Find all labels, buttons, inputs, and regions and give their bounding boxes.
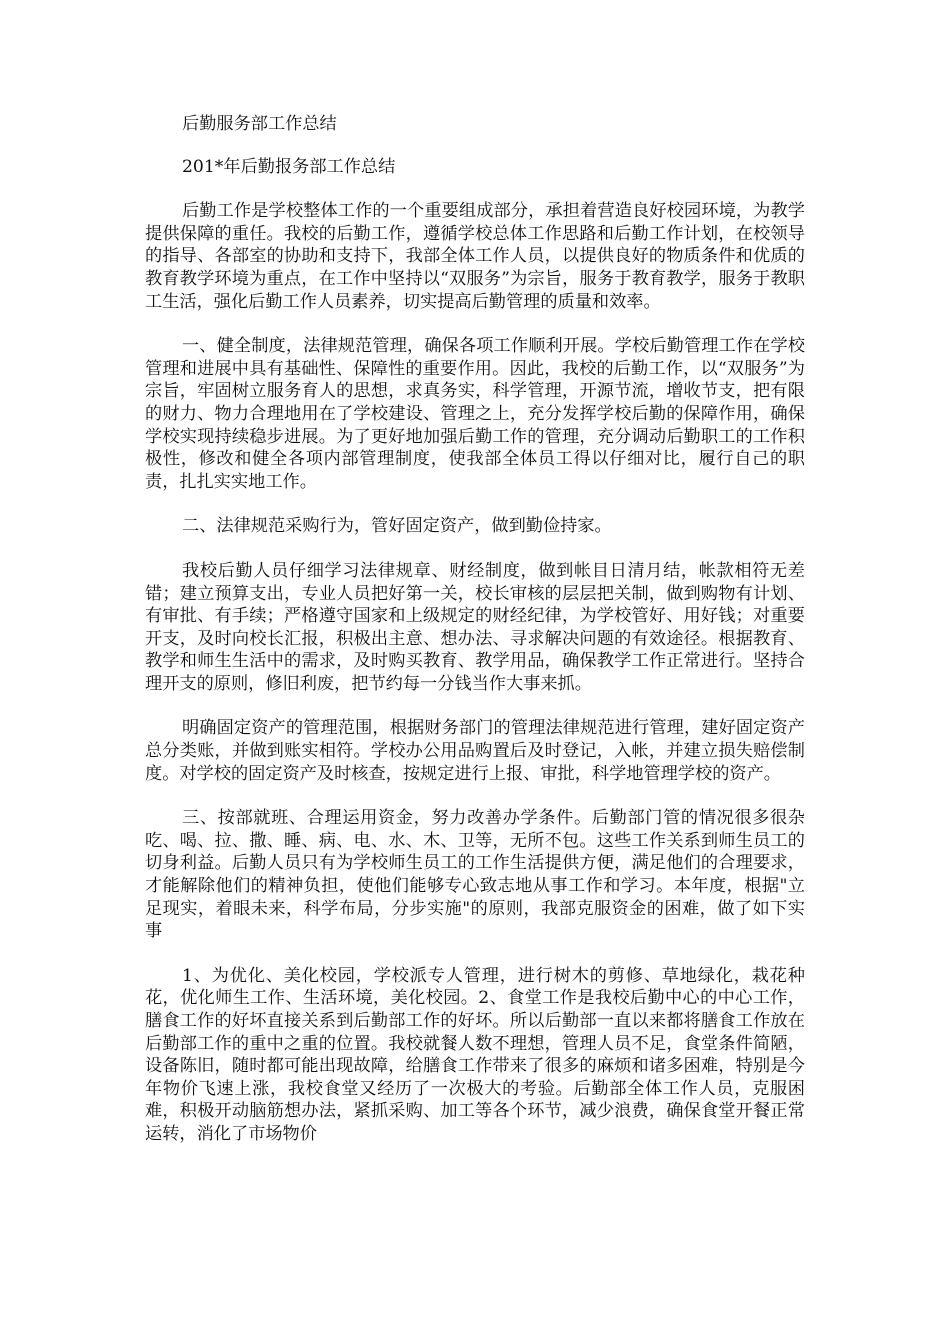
paragraph-section-2-heading: 二、法律规范采购行为，管好固定资产，做到勤俭持家。: [182, 516, 612, 537]
document-subtitle: 201*年后勤报务部工作总结: [182, 156, 396, 177]
paragraph-section-3-items: 1、为优化、美化校园，学校派专人管理，进行树木的剪修、草地绿化，栽花种花，优化师生工作、生活环境，美化校园。2、食堂工作是我校后勤中心的中心工作，膳食工作的好坏直接关系到后勤部工作的好坏。所以后勤部一直以来都将膳食工作放在后勤部工作的重中之重的位置。我校就餐人数不理想，管理人员不足，食堂条件简陋，设备陈旧，随时都可能出现故障，给膳食工作带来了很多的麻烦和诸多困难，特别是今年物价飞速上涨，我校食堂又经历了一次极大的考验。后勤部全体工作人员，克服困难，积极开动脑筋想办法，紧抓采购、加工等各个环节，减少浪费，确保食堂开餐正常运转，消化了市场物价: [145, 965, 805, 1144]
paragraph-section-1: 一、健全制度，法律规范管理，确保各项工作顺利开展。学校后勤管理工作在学校管理和进展中具有基础性、保障性的重要作用。因此，我校的后勤工作，以“双服务”为宗旨，牢固树立服务育人的思想，求真务实，科学管理，开源节流，增收节支，把有限的财力、物力合理地用在了学校建设、管理之上，充分发挥学校后勤的保障作用，确保学校实现持续稳步进展。为了更好地加强后勤工作的管理，充分调动后勤职工的工作积极性，修改和健全各项内部管理制度，使我部全体员工得以仔细对比，履行自己的职责，扎扎实实地工作。: [145, 336, 805, 492]
paragraph-section-3: 三、按部就班、合理运用资金，努力改善办学条件。后勤部门管的情况很多很杂吃、喝、拉、撒、睡、病、电、水、木、卫等，无所不包。这些工作关系到师生员工的切身利益。后勤人员只有为学校师生员工的工作生活提供方便，满足他们的合理要求，才能解除他们的精神负担，使他们能够专心致志地从事工作和学习。本年度，根据"立足现实，着眼未来，科学布局，分步实施"的原则，我部克服资金的困难，做了如下实事: [145, 808, 805, 942]
document-title: 后勤服务部工作总结: [182, 114, 337, 134]
paragraph-section-2-body: 我校后勤人员仔细学习法律规章、财经制度，做到帐目日清月结，帐款相符无差错；建立预算支出，专业人员把好第一关，校长审核的层层把关制，做到购物有计划、有审批、有手续；严格遵守国家和上级规定的财经纪律，为学校管好、用好钱；对重要开支，及时向校长汇报，积极出主意、想办法、寻求解决问题的有效途径。根据教育、教学和师生生活中的需求，及时购买教育、教学用品，确保教学工作正常进行。坚持合理开支的原则，修旧利废，把节约每一分钱当作大事来抓。: [145, 560, 805, 694]
document-page: [145, 113, 805, 1168]
paragraph-intro: 后勤工作是学校整体工作的一个重要组成部分，承担着营造良好校园环境，为教学提供保障的重任。我校的后勤工作，遵循学校总体工作思路和后勤工作计划，在校领导的指导、各部室的协助和支持下，我部全体工作人员，以提供良好的物质条件和优质的教育教学环境为重点，在工作中坚持以“双服务”为宗旨，服务于教育教学，服务于教职工生活，强化后勤工作人员素养，切实提高后勤管理的质量和效率。: [145, 201, 805, 312]
paragraph-fixed-assets: 明确固定资产的管理范围，根据财务部门的管理法律规范进行管理，建好固定资产总分类账，并做到账实相符。学校办公用品购置后及时登记，入帐，并建立损失赔偿制度。对学校的固定资产及时核查，按规定进行上报、审批，科学地管理学校的资产。: [145, 718, 805, 784]
